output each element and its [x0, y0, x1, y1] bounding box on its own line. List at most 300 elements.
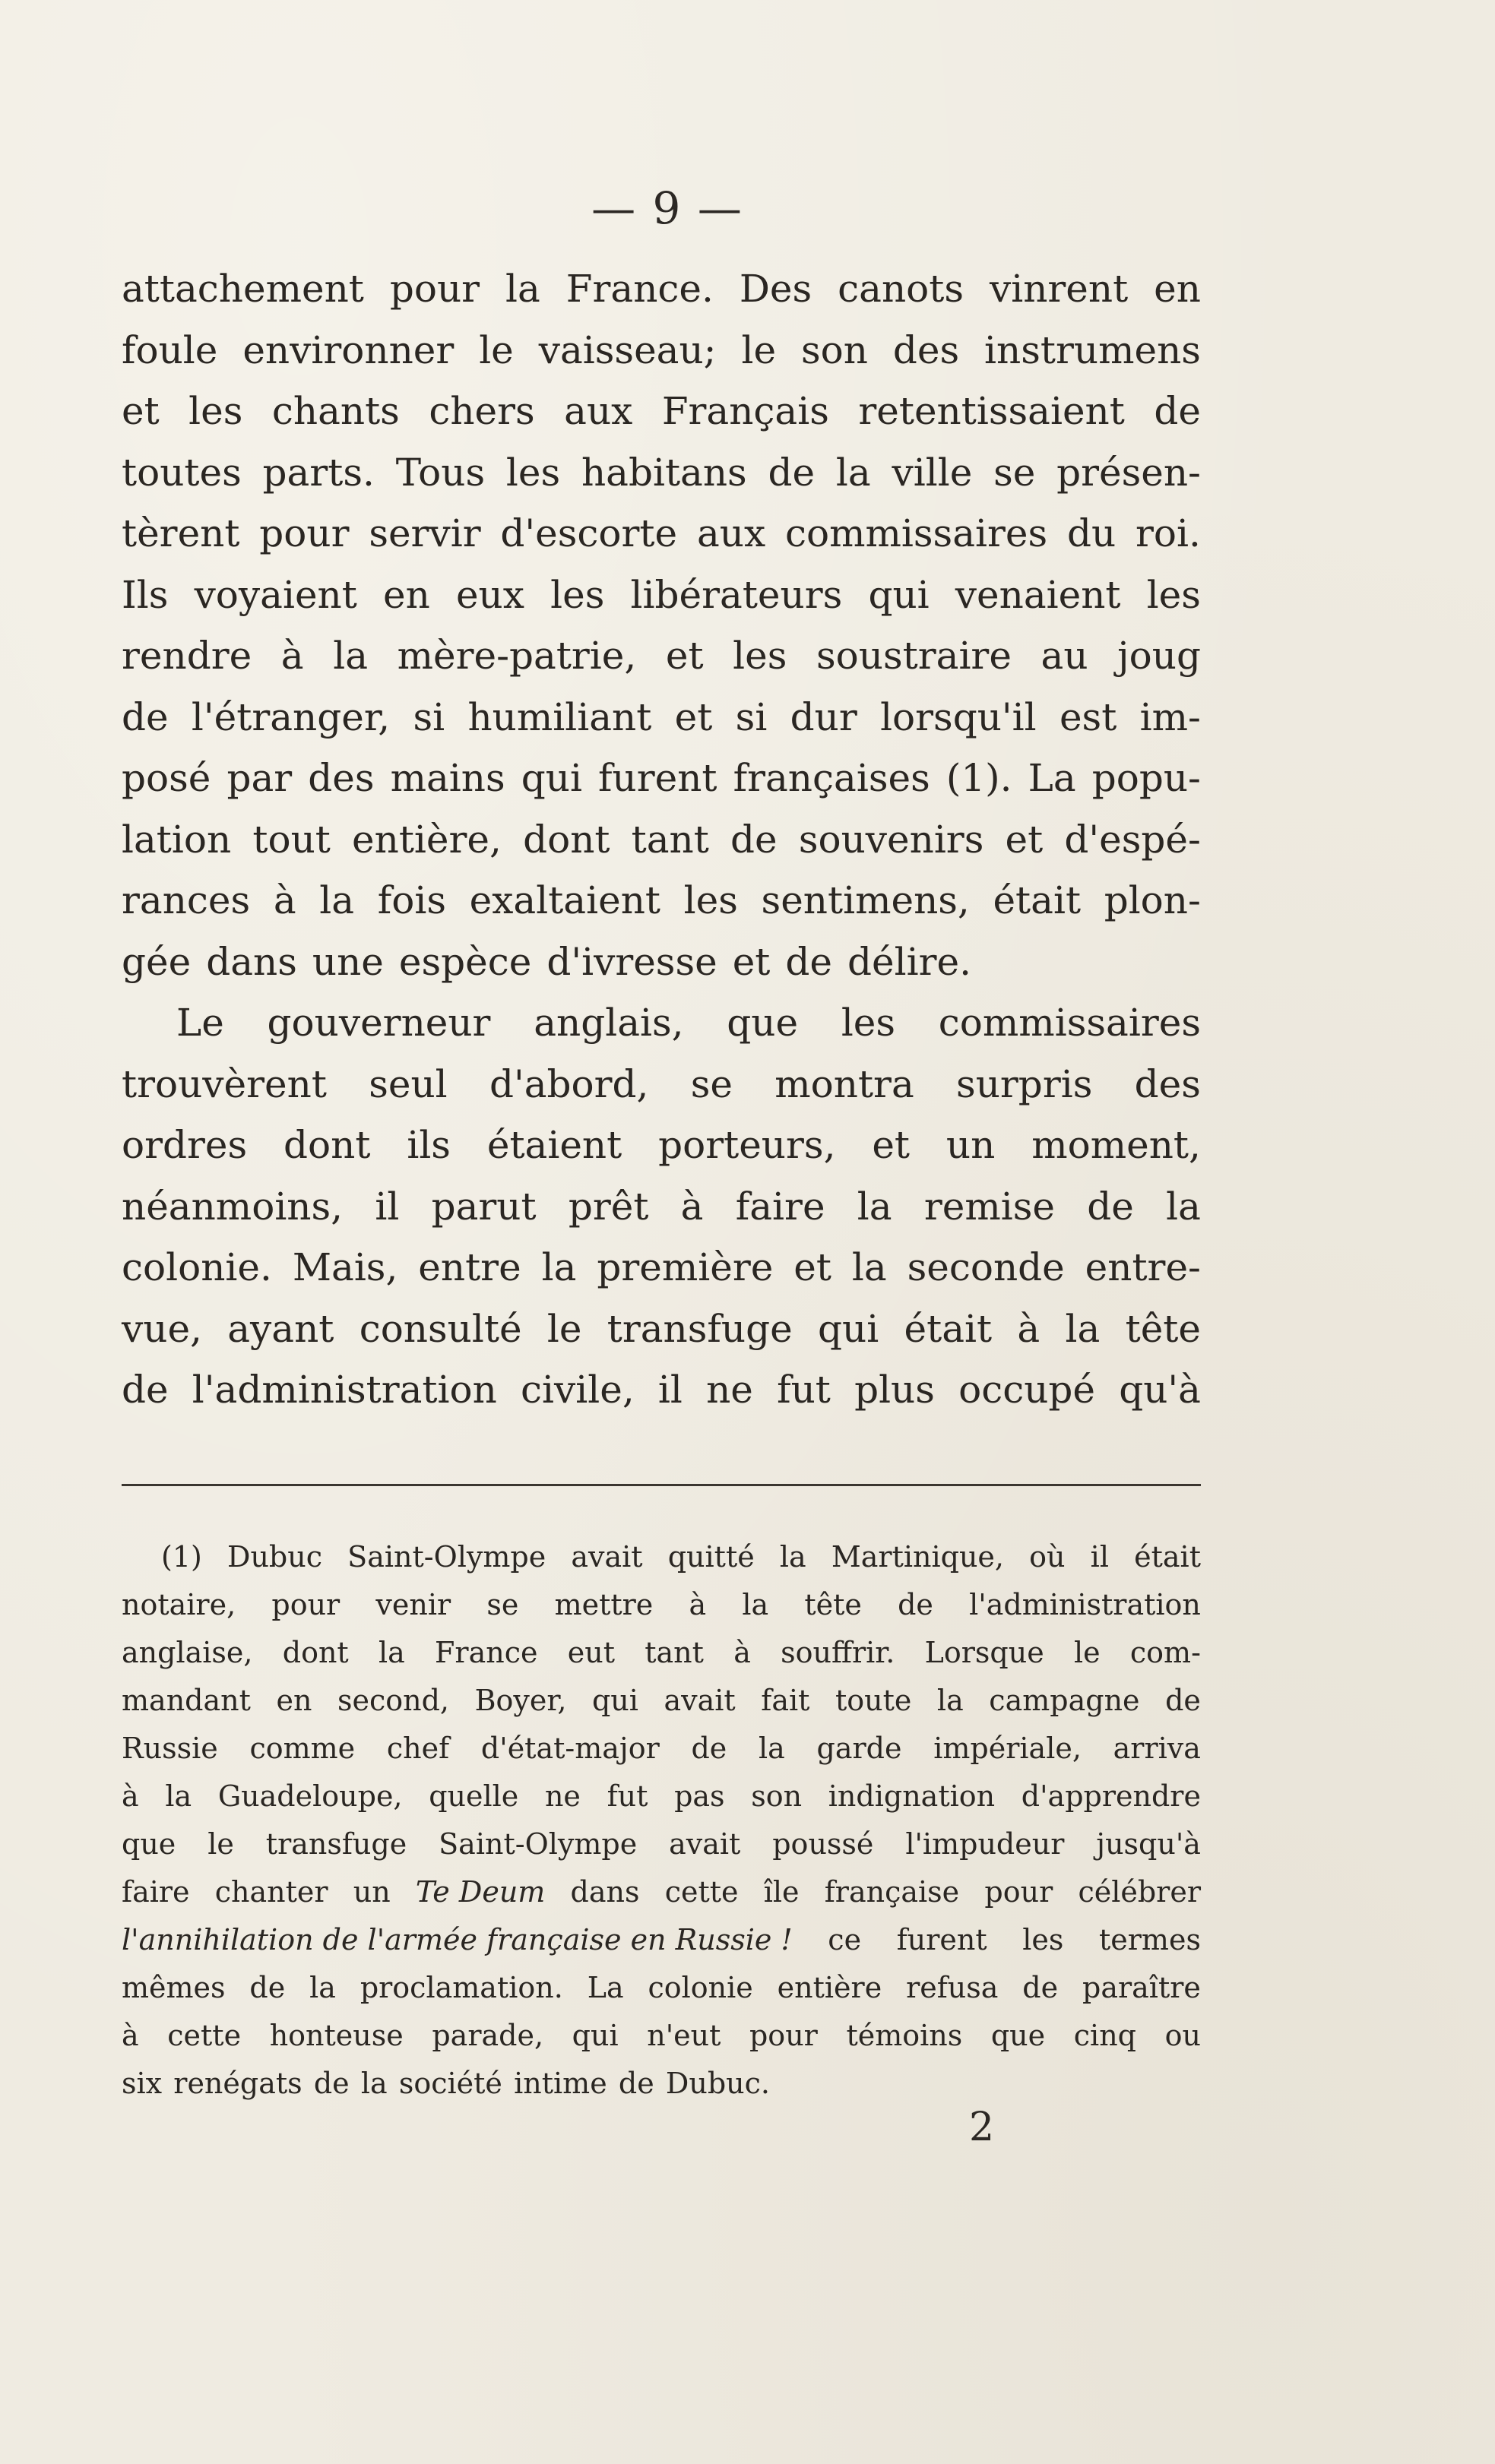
- body-word: vaisseau;: [538, 327, 717, 372]
- footnote-word: impériale,: [933, 1732, 1082, 1765]
- body-word: la: [319, 878, 355, 922]
- body-word: plus: [854, 1368, 935, 1412]
- body-line: [122, 381, 1201, 442]
- footnote-word: chanter: [214, 1875, 328, 1909]
- body-word: si: [413, 694, 445, 739]
- body-word: la: [1166, 1184, 1201, 1229]
- footnote-line: [122, 1629, 1201, 1677]
- footnote-word: pas: [674, 1779, 725, 1813]
- footnote-word: Saint-Olympe: [347, 1540, 546, 1574]
- body-word: était: [993, 878, 1082, 922]
- body-word: ne: [706, 1368, 753, 1412]
- body-word: et: [674, 694, 713, 739]
- footnote: [122, 1533, 1201, 2108]
- body-line: [122, 1115, 1201, 1176]
- footnote-line: [122, 2012, 1201, 2060]
- body-word: de: [1087, 1184, 1134, 1229]
- footnote-word: six: [122, 2067, 163, 2100]
- body-word: la: [505, 267, 540, 311]
- body-word: ayant: [227, 1306, 334, 1351]
- body-word: qui: [818, 1306, 879, 1351]
- footnote-word: second,: [337, 1684, 450, 1717]
- body-word: attachement: [122, 267, 364, 311]
- footnote-word: avait: [669, 1827, 741, 1861]
- footnote-word: termes: [1099, 1923, 1201, 1956]
- body-word: première: [597, 1245, 774, 1289]
- footnote-italic-phrase: Te Deum: [415, 1875, 546, 1909]
- signature-mark: 2: [969, 2105, 995, 2150]
- body-word: et: [1005, 817, 1044, 862]
- body-word: lorsqu'il: [880, 694, 1037, 739]
- body-word: dont: [523, 817, 610, 862]
- footnote-word: il: [1090, 1540, 1109, 1574]
- body-word: d'ivresse: [546, 939, 717, 984]
- footnote-word: que: [122, 1827, 176, 1861]
- footnote-word: faire: [122, 1875, 190, 1909]
- footnote-word: tant: [645, 1636, 704, 1669]
- footnote-word: de: [1165, 1684, 1201, 1717]
- footnote-word: son: [751, 1779, 803, 1813]
- footnote-word: colonie: [648, 1971, 753, 2004]
- body-word: le: [479, 327, 514, 372]
- footnote-word: les: [1022, 1923, 1064, 1956]
- body-line: [122, 258, 1201, 320]
- body-word: des: [892, 327, 960, 372]
- body-word: Tous: [395, 450, 486, 495]
- footnote-word: comme: [249, 1732, 356, 1765]
- footnote-word: quitté: [667, 1540, 755, 1574]
- body-word: remise: [923, 1184, 1056, 1229]
- body-line: [122, 442, 1201, 504]
- body-word: parut: [431, 1184, 537, 1229]
- footnote-word: renégats: [173, 2067, 302, 2100]
- footnote-word: refusa: [906, 1971, 999, 2004]
- body-word: les: [550, 572, 605, 617]
- body-line: [122, 1054, 1201, 1115]
- footnote-word: cette: [664, 1875, 739, 1909]
- footnote-word: de: [313, 2067, 350, 2100]
- body-word: popu-: [1091, 756, 1201, 800]
- footnote-word: qui: [591, 1684, 638, 1717]
- body-word: anglais,: [534, 1001, 684, 1045]
- footnote-word: entière: [777, 1971, 882, 2004]
- footnote-word: le: [1073, 1636, 1101, 1669]
- body-word: l'administration: [192, 1368, 497, 1412]
- body-word: des: [1134, 1061, 1201, 1106]
- footnote-word: eut: [567, 1636, 615, 1669]
- body-word: vinrent: [989, 267, 1129, 311]
- body-word: pour: [389, 267, 480, 311]
- body-word: et: [872, 1123, 911, 1167]
- body-word: joug: [1117, 634, 1201, 678]
- footnote-word: que: [990, 2019, 1046, 2052]
- footnote-word: furent: [896, 1923, 987, 1956]
- body-word: espèce: [398, 939, 532, 984]
- body-word: de: [122, 1368, 169, 1412]
- body-word: surpris: [956, 1061, 1093, 1106]
- footnote-word: Guadeloupe,: [217, 1779, 403, 1813]
- body-word: rances: [122, 878, 251, 922]
- footnote-word: (1): [161, 1540, 202, 1574]
- footnote-word: d'apprendre: [1021, 1779, 1201, 1813]
- body-word: commissaires: [938, 1001, 1201, 1045]
- body-word: et: [122, 389, 160, 433]
- body-word: canots: [838, 267, 964, 311]
- footnote-line: [122, 1533, 1201, 1581]
- footnote-word: de: [1022, 1971, 1059, 2004]
- body-word: étaient: [486, 1123, 622, 1167]
- body-word: plon-: [1104, 878, 1201, 922]
- body-word: Des: [739, 267, 812, 311]
- footnote-word: Dubuc: [226, 1540, 323, 1574]
- footnote-word: garde: [816, 1732, 902, 1765]
- footnote-word: Boyer,: [474, 1684, 567, 1717]
- footnote-word: se: [486, 1588, 519, 1621]
- body-word: l'étranger,: [191, 694, 391, 739]
- body-word: d'abord,: [489, 1061, 649, 1106]
- footnote-word: la: [742, 1588, 769, 1621]
- body-line: [122, 1176, 1201, 1238]
- footnote-word: qui: [572, 2019, 619, 2052]
- footnote-word: avait: [664, 1684, 736, 1717]
- body-word: et: [732, 939, 771, 984]
- page-number: — 9 —: [591, 182, 743, 234]
- body-word: dont: [283, 1123, 371, 1167]
- body-word: entre-: [1085, 1245, 1201, 1289]
- body-word: foule: [122, 327, 218, 372]
- body-word: La: [1028, 756, 1076, 800]
- body-word: à: [280, 634, 304, 678]
- body-word: une: [312, 939, 384, 984]
- footnote-word: à: [733, 1636, 751, 1669]
- body-text: [122, 258, 1201, 1421]
- body-word: tête: [1125, 1306, 1201, 1351]
- body-word: un: [945, 1123, 996, 1167]
- body-word: gée: [122, 939, 192, 984]
- body-word: ils: [407, 1123, 451, 1167]
- body-word: dur: [790, 694, 857, 739]
- body-word: aux: [696, 511, 766, 555]
- footnote-word: indignation: [828, 1779, 996, 1813]
- body-word: la: [1065, 1306, 1101, 1351]
- body-word: les: [733, 634, 787, 678]
- body-word: fut: [777, 1368, 831, 1412]
- body-word: qui: [521, 756, 582, 800]
- body-word: entre: [418, 1245, 521, 1289]
- footnote-word: célébrer: [1078, 1875, 1201, 1909]
- body-word: voyaient: [194, 572, 357, 617]
- body-word: les: [1146, 572, 1201, 617]
- body-word: en: [383, 572, 430, 617]
- footnote-word: à: [689, 1588, 707, 1621]
- footnote-line: [122, 2060, 1201, 2108]
- footnote-word: de: [249, 1971, 286, 2004]
- body-word: civile,: [521, 1368, 635, 1412]
- body-line: [122, 932, 1201, 993]
- body-word: rendre: [122, 634, 252, 678]
- footnote-word: était: [1134, 1540, 1201, 1574]
- footnote-word: de: [898, 1588, 933, 1621]
- footnote-word: ce: [828, 1923, 862, 1956]
- body-word: le: [546, 1306, 582, 1351]
- body-word: furent: [598, 756, 717, 800]
- footnote-line: [122, 1916, 1201, 1964]
- footnote-line: [122, 1773, 1201, 1820]
- body-word: des: [308, 756, 375, 800]
- body-word: Français: [661, 389, 829, 433]
- body-word: venaient: [955, 572, 1121, 617]
- footnote-word: de: [691, 1732, 727, 1765]
- body-line: [122, 809, 1201, 871]
- body-word: néanmoins,: [122, 1184, 344, 1229]
- footnote-word: Martinique,: [831, 1540, 1004, 1574]
- body-word: la: [541, 1245, 577, 1289]
- footnote-word: com-: [1129, 1636, 1201, 1669]
- footnote-divider: [122, 1484, 1201, 1486]
- body-word: Mais,: [292, 1245, 398, 1289]
- footnote-line: [122, 1868, 1201, 1916]
- footnote-word: la: [779, 1540, 806, 1574]
- footnote-word: jusqu'à: [1096, 1827, 1201, 1861]
- body-word: chants: [271, 389, 400, 433]
- footnote-word: dans: [570, 1875, 640, 1909]
- body-word: gouverneur: [267, 1001, 491, 1045]
- body-word: la: [857, 1184, 892, 1229]
- footnote-word: à: [122, 2019, 139, 2052]
- footnote-word: proclamation.: [359, 1971, 563, 2004]
- footnote-word: avait: [571, 1540, 643, 1574]
- footnote-word: souffrir.: [781, 1636, 895, 1669]
- footnote-word: campagne: [989, 1684, 1140, 1717]
- footnote-word: intime: [514, 2067, 607, 2100]
- footnote-word: un: [353, 1875, 391, 1909]
- body-word: est: [1059, 694, 1117, 739]
- footnote-word: ne: [544, 1779, 581, 1813]
- body-word: il: [375, 1184, 400, 1229]
- body-word: toutes: [122, 450, 242, 495]
- body-word: commissaires: [784, 511, 1048, 555]
- footnote-word: la: [378, 1636, 405, 1669]
- body-word: présen-: [1056, 450, 1201, 495]
- body-line: [122, 1237, 1201, 1298]
- body-word: à: [680, 1184, 704, 1229]
- footnote-word: anglaise,: [122, 1636, 253, 1669]
- body-word: de: [768, 450, 816, 495]
- body-line: [122, 992, 1201, 1054]
- footnote-word: cette: [167, 2019, 242, 2052]
- footnote-word: ou: [1164, 2019, 1201, 2052]
- footnote-word: toute: [835, 1684, 912, 1717]
- footnote-word: fait: [761, 1684, 810, 1717]
- body-word: posé: [122, 756, 211, 800]
- footnote-word: Dubuc.: [665, 2067, 770, 2100]
- body-word: que: [727, 1001, 799, 1045]
- footnote-word: société: [398, 2067, 502, 2100]
- body-word: de: [122, 694, 169, 739]
- body-word: seul: [369, 1061, 448, 1106]
- footnote-word: mandant: [122, 1684, 251, 1717]
- body-word: entière,: [352, 817, 502, 862]
- body-line: [122, 503, 1201, 565]
- footnote-word: notaire,: [122, 1588, 236, 1621]
- body-word: tèrent: [122, 511, 240, 555]
- body-word: transfuge: [607, 1306, 793, 1351]
- body-line: [122, 870, 1201, 932]
- body-word: humiliant: [467, 694, 652, 739]
- body-word: pour: [259, 511, 350, 555]
- footnote-word: d'état-major: [480, 1732, 660, 1765]
- body-word: à: [1017, 1306, 1040, 1351]
- footnote-line: [122, 1725, 1201, 1773]
- body-word: montra: [774, 1061, 914, 1106]
- body-word: la: [333, 634, 369, 678]
- body-word: les: [841, 1001, 896, 1045]
- footnote-word: poussé: [772, 1827, 874, 1861]
- body-word: eux: [455, 572, 524, 617]
- body-word: faire: [735, 1184, 825, 1229]
- footnote-word: transfuge: [265, 1827, 407, 1861]
- body-word: Le: [176, 1001, 224, 1045]
- footnote-word: pour: [749, 2019, 818, 2052]
- body-word: retentissaient: [858, 389, 1125, 433]
- body-word: soustraire: [816, 634, 1012, 678]
- body-word: im-: [1139, 694, 1201, 739]
- body-word: tant: [631, 817, 709, 862]
- footnote-word: pour: [984, 1875, 1053, 1909]
- body-word: servir: [369, 511, 481, 555]
- body-line: [122, 687, 1201, 748]
- footnote-word: pour: [271, 1588, 340, 1621]
- footnote-word: Lorsque: [924, 1636, 1044, 1669]
- footnote-word: l'administration: [969, 1588, 1201, 1621]
- footnote-word: à: [122, 1779, 139, 1813]
- footnote-word: venir: [375, 1588, 451, 1621]
- footnote-word: la: [165, 1779, 192, 1813]
- body-word: seconde: [907, 1245, 1065, 1289]
- body-word: la: [835, 450, 871, 495]
- body-word: porteurs,: [658, 1123, 836, 1167]
- body-word: d'espé-: [1064, 817, 1201, 862]
- body-word: d'escorte: [500, 511, 678, 555]
- body-word: le: [741, 327, 777, 372]
- footnote-word: n'eut: [647, 2019, 721, 2052]
- footnote-word: mettre: [554, 1588, 654, 1621]
- body-word: les: [188, 389, 243, 433]
- footnote-word: Russie: [122, 1732, 218, 1765]
- body-word: de: [730, 817, 778, 862]
- body-word: moment,: [1031, 1123, 1201, 1167]
- body-word: Ils: [122, 572, 169, 617]
- footnote-word: Saint-Olympe: [439, 1827, 638, 1861]
- body-word: délire.: [847, 939, 971, 984]
- body-word: mains: [390, 756, 505, 800]
- body-word: prêt: [568, 1184, 649, 1229]
- footnote-word: fut: [607, 1779, 648, 1813]
- footnote-word: le: [207, 1827, 234, 1861]
- footnote-word: dont: [282, 1636, 349, 1669]
- footnote-word: l'impudeur: [905, 1827, 1065, 1861]
- footnote-word: la: [759, 1732, 785, 1765]
- footnote-word: la: [309, 1971, 336, 2004]
- body-word: fois: [377, 878, 446, 922]
- body-word: au: [1040, 634, 1088, 678]
- body-word: aux: [564, 389, 633, 433]
- footnote-word: française: [824, 1875, 960, 1909]
- body-word: la: [851, 1245, 887, 1289]
- body-word: environner: [242, 327, 455, 372]
- body-word: instrumens: [984, 327, 1201, 372]
- body-line: [122, 320, 1201, 381]
- body-word: chers: [429, 389, 535, 433]
- body-word: roi.: [1136, 511, 1201, 555]
- body-word: à: [273, 878, 296, 922]
- footnote-word: honteuse: [269, 2019, 404, 2052]
- footnote-word: La: [587, 1971, 624, 2004]
- body-line: [122, 1298, 1201, 1360]
- body-word: tout: [252, 817, 331, 862]
- body-word: les: [683, 878, 738, 922]
- body-word: son: [800, 327, 868, 372]
- body-word: qu'à: [1119, 1368, 1201, 1412]
- footnote-word: chef: [386, 1732, 450, 1765]
- footnote-word: en: [276, 1684, 312, 1717]
- body-word: occupé: [958, 1368, 1096, 1412]
- body-word: en: [1154, 267, 1201, 311]
- footnote-word: de: [618, 2067, 654, 2100]
- body-word: lation: [122, 817, 232, 862]
- body-word: de: [1154, 389, 1201, 433]
- body-word: consulté: [359, 1306, 522, 1351]
- body-word: si: [735, 694, 768, 739]
- body-line: [122, 565, 1201, 626]
- body-word: se: [993, 450, 1036, 495]
- footnote-line: [122, 1964, 1201, 2012]
- body-word: libérateurs: [630, 572, 843, 617]
- body-word: du: [1066, 511, 1116, 555]
- body-line: [122, 1359, 1201, 1421]
- footnote-word: France: [435, 1636, 538, 1669]
- body-word: qui: [868, 572, 930, 617]
- body-word: sentimens,: [761, 878, 970, 922]
- body-word: parts.: [262, 450, 375, 495]
- body-word: trouvèrent: [122, 1061, 327, 1106]
- body-word: mère-patrie,: [397, 634, 637, 678]
- body-word: (1).: [945, 756, 1012, 800]
- footnote-word: île: [763, 1875, 800, 1909]
- body-word: ville: [892, 450, 973, 495]
- footnote-word: mêmes: [122, 1971, 226, 2004]
- footnote-word: tête: [804, 1588, 862, 1621]
- footnote-word: où: [1029, 1540, 1066, 1574]
- body-line: [122, 748, 1201, 809]
- body-word: était: [904, 1306, 993, 1351]
- body-word: se: [690, 1061, 733, 1106]
- body-line: [122, 625, 1201, 687]
- body-word: habitans: [581, 450, 747, 495]
- footnote-word: la: [360, 2067, 388, 2100]
- body-word: par: [226, 756, 293, 800]
- footnote-word: la: [936, 1684, 964, 1717]
- body-word: exaltaient: [469, 878, 660, 922]
- body-word: françaises: [733, 756, 930, 800]
- footnote-word: paraître: [1082, 1971, 1201, 2004]
- footnote-word: parade,: [432, 2019, 544, 2052]
- body-word: dans: [206, 939, 297, 984]
- footnote-word: quelle: [429, 1779, 519, 1813]
- footnote-word: témoins: [846, 2019, 963, 2052]
- body-word: souvenirs: [798, 817, 984, 862]
- footnote-word: cinq: [1073, 2019, 1136, 2052]
